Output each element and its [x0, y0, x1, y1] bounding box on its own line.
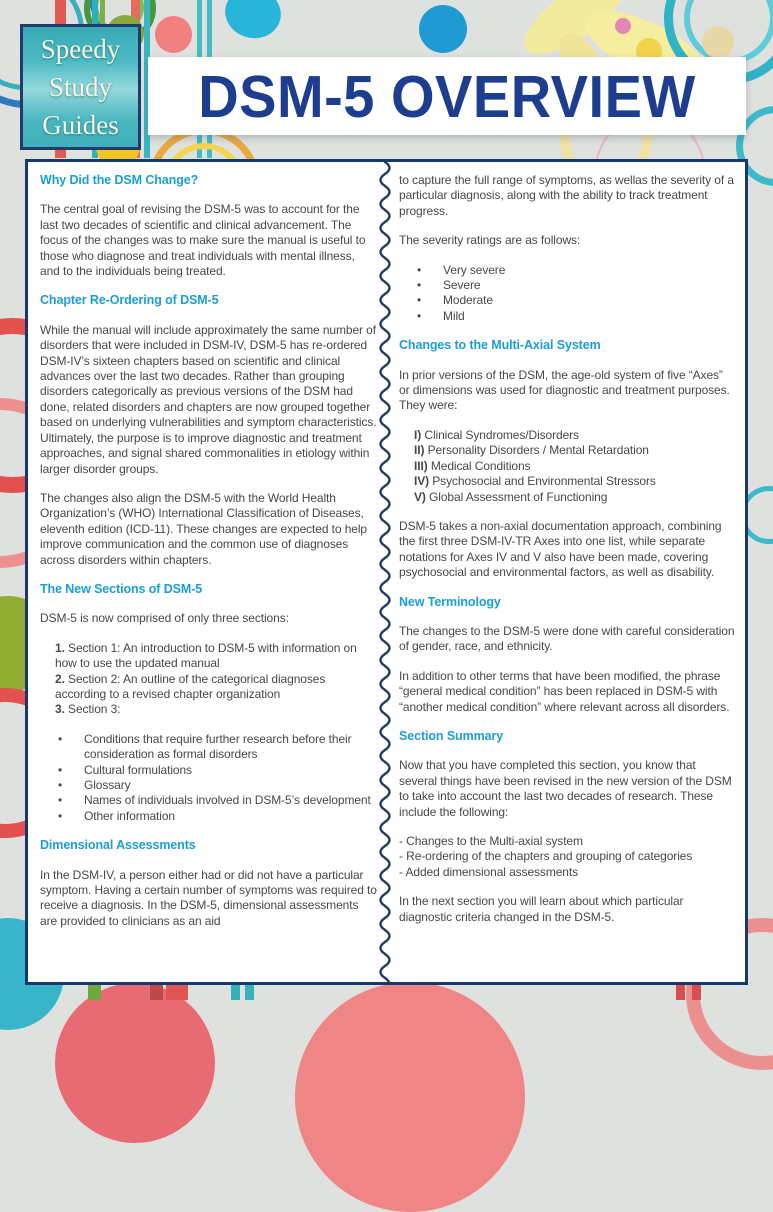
brand-line: Guides: [42, 110, 119, 140]
paragraph: The severity ratings are as follows:: [399, 233, 581, 248]
numbered-item: [40, 702, 377, 717]
bullet-item-text: Moderate: [443, 293, 493, 308]
axis-item: [399, 428, 736, 443]
bullet-item-text: Names of individuals involved in DSM-5’s development: [84, 793, 371, 808]
paragraph: The central goal of revising the DSM-5 was to account for the last two decades of scientific and clinical advancement. The focus of the changes was to make sure the manual is useful to those who diagnose and treat individuals with mental illness, and to the individuals being treated.: [40, 202, 366, 279]
bullet-icon: •: [417, 262, 422, 277]
item-text: Global Assessment of Functioning: [429, 489, 608, 504]
bullet-item: [399, 309, 736, 324]
paragraph: In the next section you will learn about which particular diagnostic criteria changed in the DSM-5.: [399, 894, 684, 924]
item-label: IV): [414, 474, 433, 489]
item-label: V): [414, 489, 430, 504]
title-banner: [148, 57, 746, 135]
left-column: [40, 173, 377, 943]
numbered-item: [40, 672, 377, 703]
paragraph: In the DSM-IV, a person either had or did not have a particular symptom. Having a certain number of symptoms was required to receive a diagnosis. In the DSM-5, dimensional assessments are provided to clinicians as an aid: [40, 867, 377, 928]
item-text: Personality Disorders / Mental Retardation: [427, 443, 649, 458]
section-heading: Section Summary: [399, 728, 504, 743]
bullet-item-text: Conditions that require further research before their consideration as formal disorders: [84, 731, 352, 762]
ordered-list: [399, 428, 736, 505]
bullet-item-text: Glossary: [84, 778, 131, 792]
section-heading: Dimensional Assessments: [40, 838, 196, 853]
paragraph: While the manual will include approximately the same number of disorders that were included in DSM-IV, DSM-5 has re-ordered DSM-IV’s sixteen chapters based on scientific and clinical advances over the last two decades. Rather than grouping disorders categorically as previous versions of the DSM had done, related disorders and chapters are now grouped together based on underlying vulnerabilities and symptom characteristics. Ultimately, the purpose is to improve diagnostic and treatment approaches, and signal shared commonalities in etiology within larger disorder groups.: [40, 322, 377, 476]
axis-item: [399, 474, 736, 489]
brand-line: Study: [48, 72, 113, 102]
item-text: Section 2: An outline of the categorical diagnoses according to a revised chapter organization: [55, 671, 326, 701]
bullet-item: [40, 793, 377, 808]
paragraph: The changes also align the DSM-5 with the World Health Organization’s (WHO) International Classification of Diseases, eleventh edition (ICD-11). These changes are expected to help improve communication and the common use of diagnoses across disorders within chapters.: [40, 490, 367, 567]
circle-decoration: [419, 5, 467, 53]
paragraph: Now that you have completed this section, you know that several things have been revised in the new version of the DSM to take into account the last two decades of research. These include the following:: [399, 758, 732, 819]
bullet-item: [399, 263, 736, 278]
item-text: Medical Conditions: [430, 458, 531, 473]
ordered-list: [40, 641, 377, 718]
right-column: [399, 173, 736, 939]
axis-item: [399, 490, 736, 505]
circle-decoration: [155, 16, 192, 53]
bullet-icon: •: [417, 293, 422, 308]
section-heading: Chapter Re-Ordering of DSM-5: [40, 293, 219, 308]
numbered-item: [40, 641, 377, 672]
item-text: Psychosocial and Environmental Stressors: [432, 474, 656, 489]
bullet-item-text: Severe: [443, 278, 481, 293]
paragraph: DSM-5 takes a non-axial documentation approach, combining the first three DSM-IV-TR Axes into one list, while separate notations for Axes IV and V also have been made, covering psychosocial and environmental factors, as well as disability.: [399, 518, 722, 580]
dash-item: - Re-ordering of the chapters and grouping of categories: [399, 849, 693, 864]
section-heading: Why Did the DSM Change?: [40, 173, 199, 187]
bullet-list: [40, 732, 377, 824]
bullet-item: [399, 293, 736, 308]
bullet-item-text: Cultural formulations: [84, 762, 192, 777]
paragraph: The changes to the DSM-5 were done with careful consideration of gender, race, and ethnicity.: [399, 623, 735, 654]
item-text: Clinical Syndromes/Disorders: [424, 427, 579, 442]
paragraph: to capture the full range of symptoms, as wellas the severity of a particular diagnosis, along with the ability to track treatment progress.: [399, 173, 734, 218]
dash-item: - Added dimensional assessments: [399, 864, 578, 879]
item-label: II): [414, 443, 428, 458]
bullet-icon: •: [417, 308, 422, 323]
circle-decoration: [295, 982, 525, 1212]
bullet-icon: •: [58, 731, 63, 746]
circle-decoration: [219, 0, 286, 44]
item-text: Section 1: An introduction to DSM-5 with information on how to use the updated manual: [55, 640, 357, 671]
bullet-icon: •: [58, 762, 63, 777]
bullet-item: [40, 778, 377, 793]
bullet-icon: •: [58, 793, 63, 808]
bullet-item-text: Mild: [443, 308, 465, 323]
item-text: Section 3:: [68, 702, 121, 717]
item-label: III): [414, 458, 431, 473]
bullet-icon: •: [58, 808, 63, 823]
circle-decoration: [702, 26, 734, 58]
bullet-list: [399, 263, 736, 325]
item-label: 3.: [55, 702, 69, 717]
bullet-icon: •: [58, 778, 63, 792]
axis-item: [399, 459, 736, 474]
bullet-item: [399, 278, 736, 293]
item-label: 2.: [55, 671, 69, 686]
bullet-item: [40, 809, 377, 824]
bullet-icon: •: [417, 278, 422, 293]
bullet-item-text: Very severe: [443, 262, 506, 277]
dash-list: [399, 834, 736, 880]
bullet-item: [40, 763, 377, 778]
section-heading: Changes to the Multi-Axial System: [399, 338, 601, 353]
paragraph: DSM-5 is now comprised of only three sections:: [40, 611, 289, 626]
paragraph: In prior versions of the DSM, the age-old system of five “Axes” or dimensions was used for diagnostic and treatment purposes. They were:: [399, 367, 730, 413]
bullet-item-text: Other information: [84, 808, 176, 823]
circle-decoration: [615, 18, 631, 34]
column-divider-squiggle: [376, 162, 394, 982]
circle-decoration: [55, 983, 215, 1143]
bullet-item: [40, 732, 377, 763]
item-label: I): [414, 427, 425, 442]
content-panel: [25, 159, 748, 985]
paragraph: In addition to other terms that have been modified, the phrase “general medical condition” has been replaced in DSM-5 with “another medical condition” where relevant across all disorders.: [399, 668, 730, 714]
brand-logo: [20, 24, 141, 150]
section-heading: The New Sections of DSM-5: [40, 581, 203, 596]
item-label: 1.: [55, 640, 69, 655]
axis-item: [399, 443, 736, 458]
brand-line: Speedy: [40, 34, 121, 64]
dash-item: - Changes to the Multi-axial system: [399, 834, 583, 848]
page-title: DSM-5 OVERVIEW: [198, 62, 696, 130]
section-heading: New Terminology: [399, 594, 501, 609]
